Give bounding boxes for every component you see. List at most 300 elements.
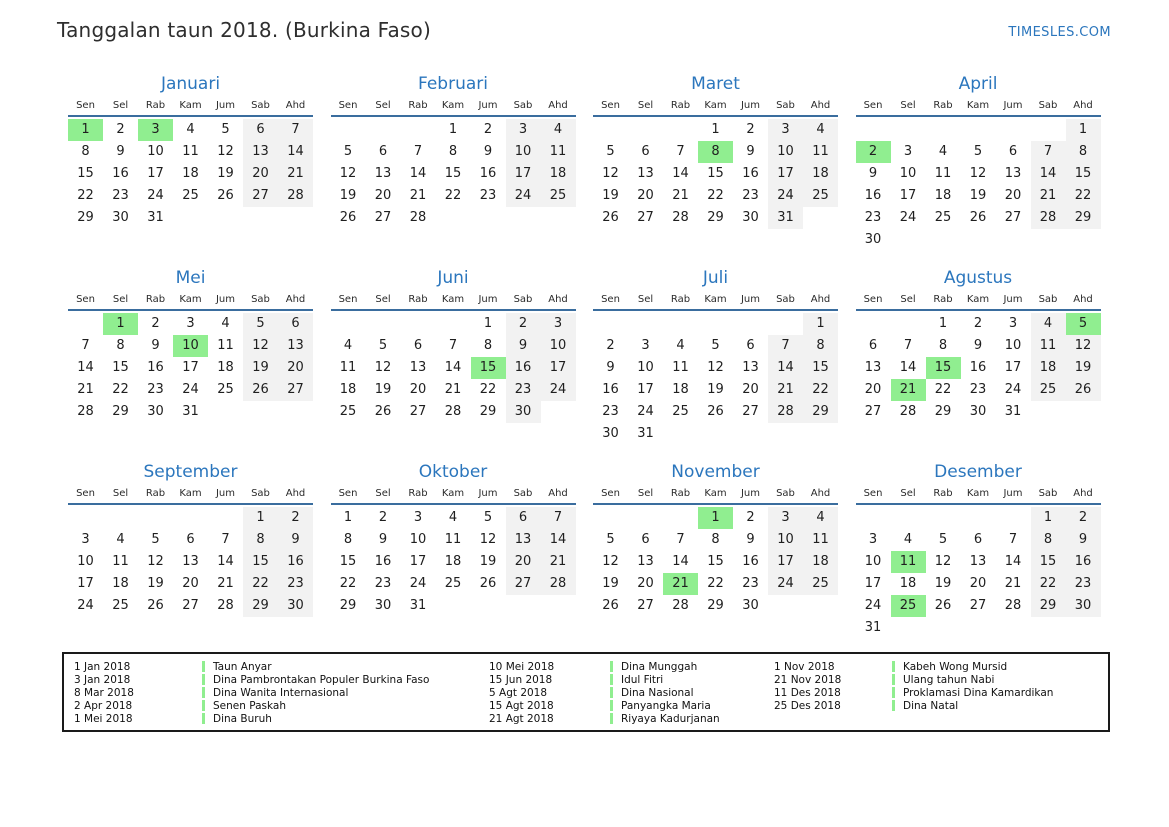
legend-date: 1 Mei 2018 (74, 712, 133, 725)
site-link[interactable]: TIMESLES.COM (1008, 25, 1111, 40)
weekday-label: Jum (215, 100, 236, 111)
empty-day-cell (856, 119, 891, 141)
day-cell: 11 (112, 554, 129, 569)
day-cell: 24 (899, 210, 917, 225)
legend-date: 8 Mar 2018 (74, 686, 134, 699)
day-cell: 9 (1066, 529, 1101, 551)
day-cell: 14 (1031, 163, 1066, 185)
holiday-day-cell: 15 (471, 357, 506, 379)
month-desember (856, 458, 1101, 652)
day-cell: 17 (409, 554, 427, 569)
day-cell: 1 (243, 507, 278, 529)
weekday-label: Sen (338, 100, 358, 111)
day-cell: 23 (602, 404, 619, 419)
day-cell: 24 (541, 379, 576, 401)
weekday-label: Sel (375, 488, 391, 499)
weekday-header-row (331, 100, 576, 117)
month-maret (593, 70, 838, 264)
day-cell: 9 (378, 532, 388, 547)
weekday-label: Sab (776, 294, 795, 305)
month-agustus (856, 264, 1101, 458)
day-cell: 24 (768, 573, 803, 595)
day-cell: 3 (186, 316, 195, 331)
day-cell: 5 (343, 144, 353, 159)
day-cell: 25 (339, 404, 357, 419)
day-cell: 6 (413, 338, 423, 353)
day-cell: 12 (147, 554, 164, 569)
day-cell: 15 (707, 554, 724, 569)
day-cell: 11 (1031, 335, 1066, 357)
weekday-label: Kam (966, 488, 990, 499)
day-cell: 8 (343, 532, 353, 547)
day-cell: 20 (742, 382, 759, 397)
weekday-label: Rab (670, 488, 691, 499)
weekday-label: Sab (513, 100, 533, 111)
weekday-label: Ahd (548, 100, 568, 111)
legend-holiday-name: Dina Pambrontakan Populer Burkina Faso (213, 673, 430, 686)
day-cell: 11 (803, 529, 838, 551)
legend-row (74, 712, 489, 725)
day-cell: 6 (868, 338, 878, 353)
day-cell: 22 (77, 188, 94, 203)
empty-day-cell (68, 507, 103, 529)
empty-day-cell (768, 423, 803, 445)
month-title: Maret (691, 74, 740, 94)
day-cell: 5 (606, 144, 615, 159)
month-days (593, 507, 838, 617)
weekday-label: Ahd (285, 488, 306, 499)
day-cell: 25 (541, 185, 576, 207)
day-cell: 2 (278, 507, 313, 529)
day-cell: 23 (147, 382, 164, 397)
empty-day-cell (1066, 229, 1101, 251)
empty-day-cell (961, 119, 996, 141)
day-cell: 8 (116, 338, 125, 353)
empty-day-cell (471, 595, 506, 617)
empty-day-cell (768, 595, 803, 617)
day-cell: 3 (641, 338, 650, 353)
day-cell: 26 (374, 404, 392, 419)
day-cell: 5 (606, 532, 615, 547)
day-cell: 4 (221, 316, 230, 331)
legend-date: 1 Jan 2018 (74, 660, 131, 673)
weekday-header-row (856, 488, 1101, 505)
day-cell: 7 (676, 144, 685, 159)
day-cell: 26 (243, 379, 278, 401)
day-cell: 29 (112, 404, 129, 419)
day-cell: 12 (243, 335, 278, 357)
legend-holiday-name: Panyangka Maria (621, 699, 711, 712)
weekday-label: Ahd (810, 294, 831, 305)
empty-day-cell (663, 119, 698, 141)
day-cell: 4 (541, 119, 576, 141)
empty-day-cell (856, 313, 891, 335)
day-cell: 21 (768, 379, 803, 401)
day-cell: 25 (803, 573, 838, 595)
day-cell: 26 (934, 598, 952, 613)
weekday-label: Rab (408, 100, 428, 111)
weekday-label: Sel (112, 100, 129, 111)
weekday-label: Ahd (285, 100, 306, 111)
day-cell: 28 (409, 210, 427, 225)
empty-day-cell (1031, 229, 1066, 251)
weekday-header-row (593, 488, 838, 505)
day-cell: 11 (803, 141, 838, 163)
weekday-label: Ahd (810, 488, 831, 499)
day-cell: 26 (602, 598, 619, 613)
day-cell: 19 (217, 166, 234, 181)
day-cell: 27 (506, 573, 541, 595)
day-cell: 12 (934, 554, 952, 569)
day-cell: 31 (864, 620, 882, 635)
day-cell: 8 (483, 338, 493, 353)
holiday-marker-bar (892, 674, 895, 685)
day-cell: 14 (1004, 554, 1022, 569)
day-cell: 23 (742, 188, 759, 203)
day-cell: 25 (444, 576, 462, 591)
day-cell: 16 (602, 382, 619, 397)
day-cell: 12 (969, 166, 987, 181)
day-cell: 27 (969, 598, 987, 613)
day-cell: 21 (541, 551, 576, 573)
empty-day-cell (663, 423, 698, 445)
weekday-label: Jum (478, 100, 498, 111)
day-cell: 28 (1031, 207, 1066, 229)
empty-day-cell (593, 119, 628, 141)
legend-holiday-name: Kabeh Wong Mursid (903, 660, 1008, 673)
weekday-header-row (593, 294, 838, 311)
empty-day-cell (401, 313, 436, 335)
day-cell: 4 (903, 532, 913, 547)
holiday-marker-bar (610, 674, 613, 685)
day-cell: 3 (81, 532, 90, 547)
day-cell: 27 (864, 404, 882, 419)
weekday-header-row (593, 100, 838, 117)
day-cell: 31 (637, 426, 654, 441)
weekday-label: Ahd (1073, 294, 1093, 305)
month-juli (593, 264, 838, 458)
holiday-marker-bar (202, 700, 205, 711)
day-cell: 4 (186, 122, 195, 137)
month-title: Juli (702, 268, 729, 288)
day-cell: 19 (707, 382, 724, 397)
legend-holiday-name: Taun Anyar (213, 660, 272, 673)
empty-day-cell (1031, 617, 1066, 639)
weekday-label: Kam (179, 294, 202, 305)
empty-day-cell (926, 119, 961, 141)
day-cell: 20 (278, 357, 313, 379)
day-cell: 7 (448, 338, 458, 353)
weekday-label: Sab (1038, 100, 1058, 111)
weekday-label: Sab (1038, 488, 1058, 499)
day-cell: 23 (864, 210, 882, 225)
day-cell: 7 (1031, 141, 1066, 163)
day-cell: 18 (934, 188, 952, 203)
day-cell: 19 (147, 576, 164, 591)
weekday-label: Ahd (1073, 488, 1093, 499)
weekday-label: Kam (441, 488, 465, 499)
month-januari (68, 70, 313, 264)
day-cell: 11 (672, 360, 689, 375)
day-cell: 26 (707, 404, 724, 419)
empty-day-cell (663, 507, 698, 529)
day-cell: 3 (541, 313, 576, 335)
weekday-label: Jum (478, 488, 498, 499)
day-cell: 5 (221, 122, 230, 137)
holiday-marker-bar (202, 661, 205, 672)
empty-day-cell (68, 313, 103, 335)
holiday-day-cell: 1 (103, 313, 138, 335)
weekday-label: Sen (76, 294, 95, 305)
weekday-label: Kam (179, 488, 202, 499)
day-cell: 18 (217, 360, 234, 375)
legend-holiday-name: Riyaya Kadurjanan (621, 712, 720, 725)
day-cell: 11 (541, 141, 576, 163)
day-cell: 10 (77, 554, 94, 569)
day-cell: 22 (707, 188, 724, 203)
empty-day-cell (506, 595, 541, 617)
day-cell: 15 (444, 166, 462, 181)
weekday-label: Jum (478, 294, 498, 305)
weekday-label: Kam (179, 100, 202, 111)
legend-row (774, 699, 1104, 712)
day-cell: 25 (112, 598, 129, 613)
day-cell: 11 (339, 360, 357, 375)
holiday-day-cell: 25 (891, 595, 926, 617)
empty-day-cell (138, 507, 173, 529)
day-cell: 30 (969, 404, 987, 419)
day-cell: 24 (864, 598, 882, 613)
day-cell: 3 (868, 532, 878, 547)
day-cell: 25 (672, 404, 689, 419)
empty-day-cell (208, 207, 243, 229)
legend-group (489, 660, 774, 730)
day-cell: 1 (803, 313, 838, 335)
month-days (856, 119, 1101, 251)
day-cell: 13 (742, 360, 759, 375)
day-cell: 14 (672, 166, 689, 181)
empty-day-cell (996, 507, 1031, 529)
empty-day-cell (698, 313, 733, 335)
month-februari (331, 70, 576, 264)
day-cell: 20 (637, 576, 654, 591)
day-cell: 8 (1066, 141, 1101, 163)
day-cell: 15 (707, 166, 724, 181)
month-title: Oktober (418, 462, 488, 482)
day-cell: 19 (479, 554, 497, 569)
weekday-label: Sab (776, 488, 795, 499)
legend-row (774, 660, 1104, 673)
weekday-label: Sel (637, 488, 654, 499)
day-cell: 28 (1004, 598, 1022, 613)
day-cell: 28 (444, 404, 462, 419)
day-cell: 22 (112, 382, 129, 397)
empty-day-cell (1066, 617, 1101, 639)
month-title: November (671, 462, 760, 482)
legend-date: 1 Nov 2018 (774, 660, 835, 673)
day-cell: 15 (77, 166, 94, 181)
day-cell: 17 (864, 576, 882, 591)
day-cell: 4 (676, 338, 685, 353)
day-cell: 16 (112, 166, 129, 181)
weekday-label: Sel (375, 294, 391, 305)
day-cell: 29 (339, 598, 357, 613)
legend-row (489, 686, 774, 699)
legend-date: 3 Jan 2018 (74, 673, 131, 686)
holiday-marker-bar (202, 674, 205, 685)
legend-holiday-name: Dina Natal (903, 699, 959, 712)
empty-day-cell (173, 507, 208, 529)
empty-day-cell (996, 119, 1031, 141)
day-cell: 28 (768, 401, 803, 423)
day-cell: 31 (768, 207, 803, 229)
day-cell: 8 (1031, 529, 1066, 551)
empty-day-cell (541, 207, 576, 229)
day-cell: 20 (864, 382, 882, 397)
day-cell: 11 (182, 144, 199, 159)
legend-date: 15 Jun 2018 (489, 673, 553, 686)
legend-holiday-name: Proklamasi Dina Kamardikan (903, 686, 1054, 699)
month-juni (331, 264, 576, 458)
weekday-label: Rab (408, 488, 428, 499)
day-cell: 9 (746, 532, 755, 547)
day-cell: 15 (803, 357, 838, 379)
legend-holiday-name: Dina Wanita Internasional (213, 686, 349, 699)
weekday-label: Sel (112, 294, 129, 305)
day-cell: 25 (1031, 379, 1066, 401)
weekday-label: Sen (601, 488, 620, 499)
weekday-label: Kam (441, 100, 465, 111)
weekday-label: Ahd (548, 488, 568, 499)
weekday-label: Sen (601, 294, 620, 305)
day-cell: 26 (339, 210, 357, 225)
legend-date: 25 Des 2018 (774, 699, 841, 712)
weekday-label: Rab (145, 100, 166, 111)
empty-day-cell (103, 507, 138, 529)
holiday-marker-bar (610, 700, 613, 711)
day-cell: 8 (803, 335, 838, 357)
empty-day-cell (436, 313, 471, 335)
day-cell: 29 (243, 595, 278, 617)
day-cell: 3 (506, 119, 541, 141)
empty-day-cell (891, 229, 926, 251)
holiday-marker-bar (202, 687, 205, 698)
empty-day-cell (926, 507, 961, 529)
day-cell: 20 (506, 551, 541, 573)
weekday-label: Jum (740, 100, 761, 111)
legend-box (62, 652, 1110, 732)
day-cell: 17 (147, 166, 164, 181)
day-cell: 20 (374, 188, 392, 203)
day-cell: 3 (413, 510, 423, 525)
day-cell: 28 (541, 573, 576, 595)
month-days (593, 313, 838, 445)
day-cell: 18 (339, 382, 357, 397)
day-cell: 24 (637, 404, 654, 419)
holiday-day-cell: 2 (856, 141, 891, 163)
day-cell: 16 (742, 554, 759, 569)
weekday-header-row (856, 100, 1101, 117)
legend-row (489, 699, 774, 712)
empty-day-cell (803, 423, 838, 445)
day-cell: 19 (969, 188, 987, 203)
empty-day-cell (593, 313, 628, 335)
legend-group (774, 660, 1104, 730)
day-cell: 27 (374, 210, 392, 225)
day-cell: 2 (1066, 507, 1101, 529)
day-cell: 6 (506, 507, 541, 529)
day-cell: 15 (243, 551, 278, 573)
day-cell: 30 (602, 426, 619, 441)
day-cell: 31 (1004, 404, 1022, 419)
weekday-label: Ahd (810, 100, 831, 111)
day-cell: 23 (479, 188, 497, 203)
weekday-label: Kam (704, 100, 727, 111)
day-cell: 4 (448, 510, 458, 525)
day-cell: 8 (448, 144, 458, 159)
day-cell: 17 (1004, 360, 1022, 375)
day-cell: 27 (637, 210, 654, 225)
weekday-header-row (68, 100, 313, 117)
day-cell: 22 (339, 576, 357, 591)
day-cell: 17 (506, 163, 541, 185)
day-cell: 21 (1031, 185, 1066, 207)
weekday-label: Sen (76, 488, 95, 499)
day-cell: 29 (803, 401, 838, 423)
holiday-marker-bar (610, 713, 613, 724)
day-cell: 23 (506, 379, 541, 401)
day-cell: 31 (409, 598, 427, 613)
day-cell: 16 (147, 360, 164, 375)
day-cell: 25 (803, 185, 838, 207)
empty-day-cell (961, 617, 996, 639)
empty-day-cell (891, 507, 926, 529)
day-cell: 7 (81, 338, 90, 353)
day-cell: 7 (221, 532, 230, 547)
day-cell: 22 (934, 382, 952, 397)
month-title: Mei (175, 268, 206, 288)
day-cell: 9 (973, 338, 983, 353)
day-cell: 29 (707, 210, 724, 225)
day-cell: 7 (676, 532, 685, 547)
day-cell: 8 (938, 338, 948, 353)
day-cell: 9 (483, 144, 493, 159)
day-cell: 27 (182, 598, 199, 613)
day-cell: 1 (938, 316, 948, 331)
empty-day-cell (961, 229, 996, 251)
day-cell: 21 (409, 188, 427, 203)
day-cell: 13 (278, 335, 313, 357)
day-cell: 26 (1066, 379, 1101, 401)
day-cell: 2 (746, 122, 755, 137)
day-cell: 2 (378, 510, 388, 525)
empty-day-cell (173, 207, 208, 229)
month-title: Agustus (943, 268, 1013, 288)
holiday-marker-bar (892, 661, 895, 672)
weekday-label: Kam (966, 294, 990, 305)
day-cell: 14 (278, 141, 313, 163)
day-cell: 7 (903, 338, 913, 353)
day-cell: 17 (637, 382, 654, 397)
day-cell: 29 (934, 404, 952, 419)
day-cell: 21 (278, 163, 313, 185)
day-cell: 18 (182, 166, 199, 181)
day-cell: 5 (973, 144, 983, 159)
day-cell: 2 (506, 313, 541, 335)
day-cell: 2 (151, 316, 160, 331)
month-days (331, 313, 576, 423)
day-cell: 26 (969, 210, 987, 225)
